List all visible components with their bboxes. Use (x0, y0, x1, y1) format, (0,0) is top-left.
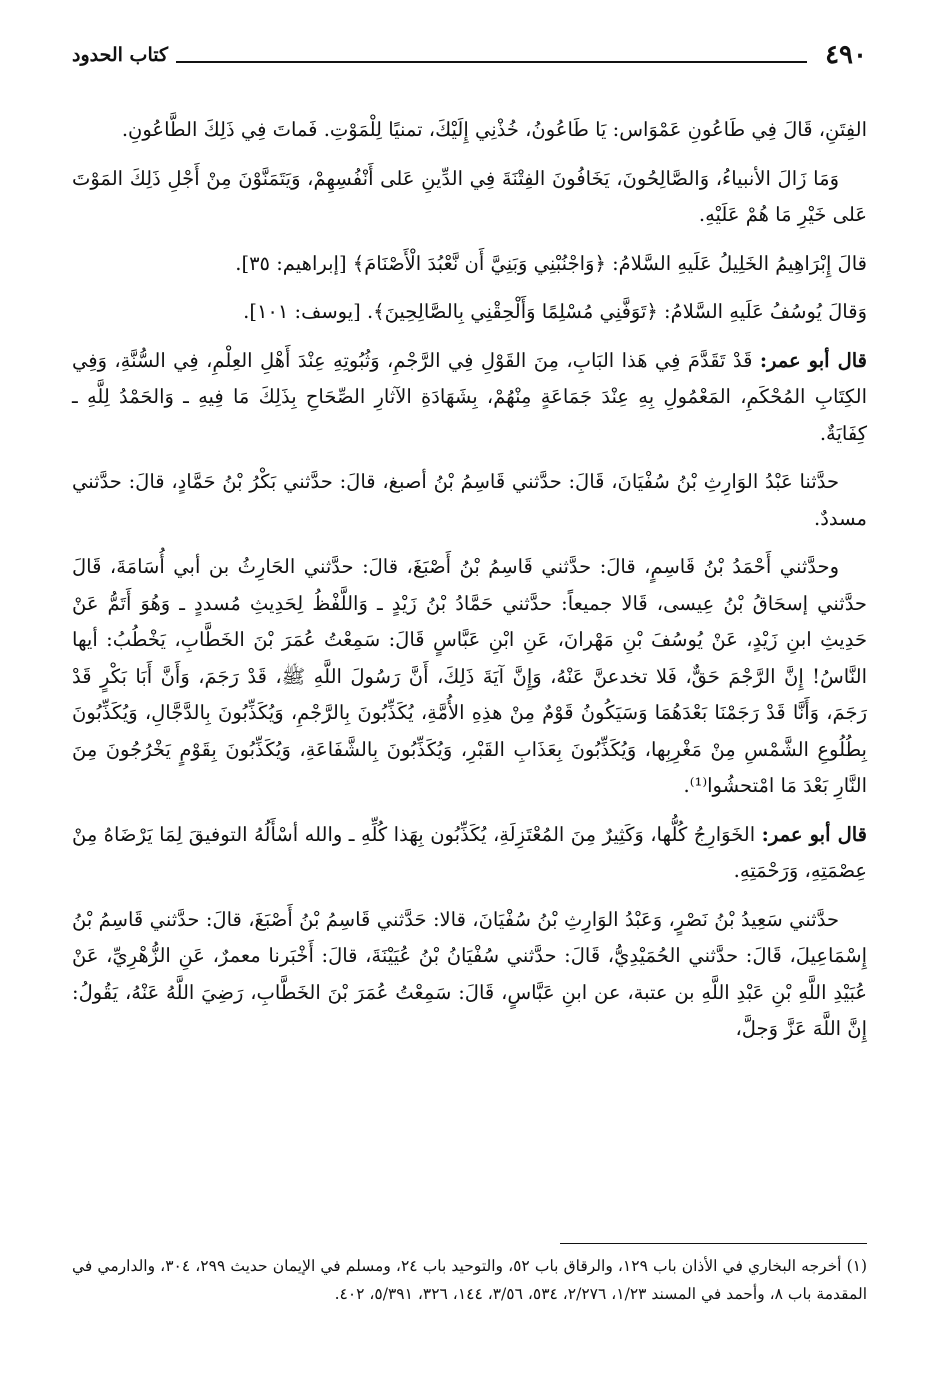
paragraph-text: حدَّثنا عَبْدُ الوَارِثِ بْنُ سُفْيَانَ، قَالَ: حدَّثني قَاسِمُ بْنُ أصبغ، قالَ: حدَّثني بَكْرُ بْنُ حَمَّادٍ، قالَ: حدَّثني مسددٌ. (72, 470, 867, 530)
footnote-separator (560, 1243, 867, 1244)
paragraph-lead: قال أبو عمر: (759, 348, 867, 372)
footnote: (١) أخرجه البخاري في الأذان باب ١٢٩، والرقاق باب ٥٢، والتوحيد باب ٢٤، ومسلم في الإيمان حديث ٢٩٩، ٣٠٤، والدارمي في المقدمة باب ٨، وأحمد في المسند ١/٢٣، ٢/٢٧٦، ٥٣٤، ٣/٥٦، ١٤٤، ٣٢٦، ٥/٣٩١، ٤٠٢. (72, 1257, 868, 1303)
paragraph (72, 343, 867, 453)
quran-quote-paragraph: وَقالَ يُوسُفُ عَلَيهِ السَّلامُ: ﴿تَوَفَّنِي مُسْلِمًا وَأَلْحِقْنِي بِالصَّالِحِينَ﴾. [يوسف: ١٠١]. (243, 300, 867, 323)
paragraph (72, 246, 867, 283)
paragraph (72, 294, 867, 331)
paragraph-lead: قال أبو عمر: (761, 822, 867, 846)
page-header (72, 38, 867, 72)
paragraph-text: حدَّثني سَعِيدُ بْنُ نَصْرٍ، وَعَبْدُ الوَارِثِ بْنُ سُفْيَانَ، قالا: حَدَّثني قَاسِمُ بْنُ أَصْبَغَ، قالَ: حدَّثني قَاسِمُ بْنُ إِسْمَاعِيلَ، قَالَ: حدَّثني الحُمَيْدِيُّ، قَالَ: حدَّثني سُفْيَانُ بْنُ عُيَيْنَةَ، قالَ: أَخْبَرنا معمرٌ، عَنِ الزُّهْرِيِّ، عَنْ عُبَيْدِ اللَّهِ بْنِ عَبْدِ اللَّهِ بن عتبة، عن ابنِ عَبَّاسٍ، قَالَ: سَمِعْتُ عُمَرَ بْنَ الخَطَّابِ، رَضِيَ اللَّهُ عَنْهُ، يَقُولُ: إِنَّ اللَّهَ عَزَّ وَجلَّ، (72, 907, 867, 1040)
paragraph-text: الخَوَارِجُ كُلُّها، وَكَثِيرٌ مِنَ المُعْتَزِلَةِ، يُكَذِّبُون بِهَذا كُلِّهِ ـ والله أسْأَلُهُ التوفيقَ لِمَا يَرْضَاهُ مِنْ عِصْمَتِهِ، وَرَحْمَتِهِ. (72, 822, 867, 882)
page-number: ٤٩٠ (825, 40, 867, 70)
paragraph-text: وحدَّثني أَحْمَدُ بْنُ قَاسِمٍ، قالَ: حدَّثني قَاسِمُ بْنُ أَصْبَغَ، قالَ: حدَّثني الحَارِثُ بن أبي أُسَامَةَ، قَالَ حدَّثني إسحَاقُ بْنُ عِيسى، قَالا جميعاً: حدَّثني حَمَّادُ بْنُ زَيْدٍ ـ وَاللَّفْظُ لِحَدِيثِ مُسددٍ ـ وَهُوَ أَتَمُّ عَنْ حَدِيثِ ابنِ زَيْدٍ، عَنْ يُوسُفَ بْنِ مَهْرانَ، عَنِ ابْنِ عَبَّاسٍ قَالَ: سَمِعْتُ عُمَرَ بْنَ الخَطَّابِ، يَخْطُبُ: أيها النَّاسُ! إِنَّ الرَّجْمَ حَقٌّ، فَلا تخدعنَّ عَنْهُ، وَإِنَّ آيَةَ ذَلِكَ، أَنَّ رَسُولَ اللَّهِ ﷺ، قَدْ رَجَمَ، وَأَنَّ أَبَا بَكْرٍ قَدْ رَجَمَ، وَأَنَّا قَدْ رَجَمْنَا بَعْدَهُمَا وَسَيَكُونُ قَوْمٌ مِنْ هذِهِ الأُمَّةِ، يُكَذِّبُونَ بِالرَّجْمِ، وَيُكَذِّبُونَ بِالدَّجَّالِ، وَيُكَذِّبُونَ بِطُلُوعِ الشَّمْسِ مِنْ مَغْرِبِها، وَيُكَذِّبُونَ بِعَذَابِ القَبْرِ، وَيُكَذِّبُونَ بِالشَّفَاعَةِ، وَيُكَذِّبُونَ بِقَوْمٍ يَخْرُجُونَ مِنَ النَّارِ بَعْدَ مَا امْتحشُوا⁽¹⁾. (72, 555, 867, 797)
paragraph (72, 161, 867, 234)
paragraph-text: الفِتَنِ، قَالَ فِي طَاعُونِ عَمْوَاس: يَا طَاعُونُ، خُذْنِي إِلَيْكَ، تمنيًا لِلْمَوْتِ. فَماتَ فِي ذَلِكَ الطَّاعُونِ. (121, 118, 867, 141)
paragraph (72, 464, 867, 537)
quran-quote-paragraph: قالَ إِبْرَاهِيمُ الخَلِيلُ عَلَيهِ السَّلامُ: ﴿وَاجْنُبْنِي وَبَنِيَّ أَن نَّعْبُدَ الْأَصْنَامَ﴾ [إبراهيم: ٣٥]. (235, 251, 867, 275)
header-rule (176, 61, 807, 63)
footnotes (72, 1252, 867, 1308)
paragraph-text: وَمَا زَالَ الأنبياءُ، وَالصَّالِحُونَ، يَخَافُونَ الفِتْنَةَ فِي الدِّينِ عَلى أَنْفُسِهِمْ، وَيَتَمَنَّوْنَ مِنْ أَجْلِ ذَلِكَ المَوْتَ عَلى خَيْرِ مَا هُمْ عَلَيْهِ. (72, 166, 867, 226)
book-title: كتاب الحدود (72, 44, 169, 66)
paragraph (72, 549, 867, 805)
paragraph (72, 112, 867, 149)
paragraph (72, 817, 867, 890)
main-text (72, 112, 867, 1060)
paragraph (72, 902, 867, 1048)
paragraph-text: قَدْ تَقَدَّمَ فِي هَذا البَابِ، مِنَ القَوْلِ فِي الرَّجْمِ، وَثُبُوتِهِ عِنْدَ أَهْلِ العِلْمِ، فِي السُّنَّةِ، وَفِي الكِتَابِ المُحْكَمِ، المَعْمُولِ بِهِ عِنْدَ جَمَاعَةٍ مِنْهُمْ، بِشَهَادَةِ الآثارِ الصِّحَاحِ بِذَلِكَ مَا فِيهِ ـ وَالحَمْدُ لِلَّهِ ـ كِفَايَةٌ. (72, 348, 867, 445)
